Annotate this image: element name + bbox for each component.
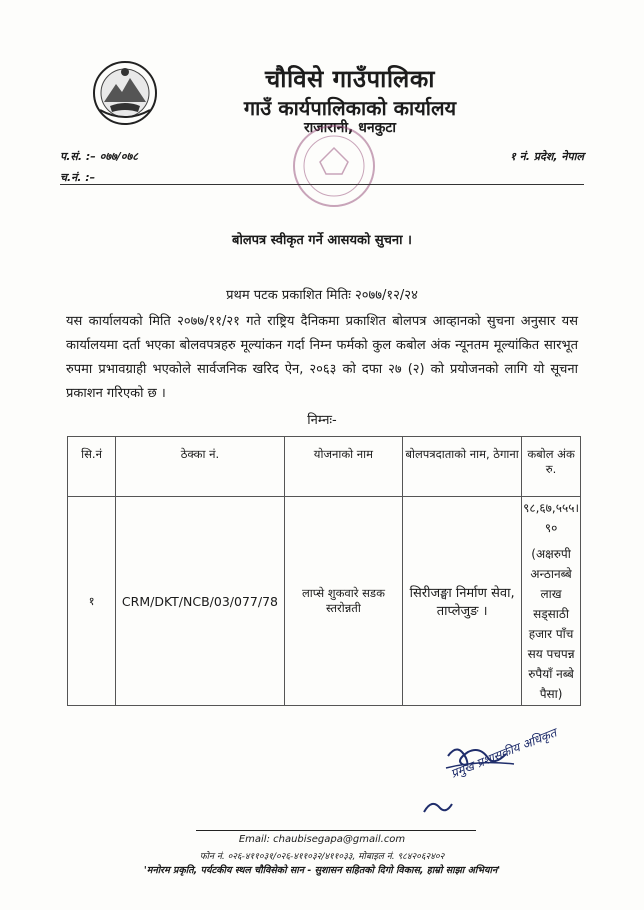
office-subtitle: गाउँ कार्यपालिकाको कार्यालय [243, 96, 457, 120]
office-location: राजारानी, धनकुटा [303, 120, 397, 136]
cell-sn: १ [68, 497, 116, 706]
footer-phone: फोन नं. ०२६-४११०३१/०२६-४११०३२/४११०३३, मोबाइल नं. ९८४२०६२४०२ [199, 852, 445, 862]
award-table [67, 436, 581, 706]
cell-bid-amount [522, 497, 581, 706]
bid-amount-words: (अक्षरुपी अन्ठानब्बे लाख सड्साठी हजार पाँच सय पचपन्न रुपैयाँ नब्बे पैसा) [527, 547, 575, 701]
below-label: निम्नः- [307, 413, 337, 428]
first-published-date: प्रथम पटक प्रकाशित मितिः २०७७/१२/२४ [226, 288, 418, 303]
reference-number: प.सं. :– ०७७/०७८ [60, 150, 138, 163]
header-divider [60, 184, 584, 185]
header-contract-no: ठेक्का नं. [116, 437, 285, 497]
header-bid-amount: कबोल अंक रु. [522, 437, 581, 497]
dispatch-number: च.नं. :– [60, 171, 96, 184]
cell-contract-no: CRM/DKT/NCB/03/077/78 [116, 497, 285, 706]
signatory-title: प्रमुख प्रशासकीय अधिकृत [448, 725, 559, 781]
cell-project-name: लाप्से शुकवारे सडक स्तरोन्नती [284, 497, 402, 706]
province-label: १ नं. प्रदेश, नेपाल [510, 150, 584, 163]
footer-slogan: 'मनोरम प्रकृति, पर्यटकीय स्थल चौविसेको सान - सुशासन सहितको दिगो विकास, हाम्रो साझा अभियान' [143, 865, 501, 876]
notice-title: बोलपत्र स्वीकृत गर्ने आसयको सुचना । [232, 233, 412, 248]
header-project-name: योजनाको नाम [284, 437, 402, 497]
notice-body: यस कार्यालयको मिति २०७७/११/२१ गते राष्ट्रिय दैनिकमा प्रकाशित बोलपत्र आव्हानको सुचना अनुसार यस कार्यालयमा दर्ता भएका बोलवपत्रहरु मूल्यांकन गर्दा निम्न फर्मको कुल कबोल अंक न्यूनतम मूल्यांकित सारभूत रुपमा प्रभावग्राही भएकोले सार्वजनिक खरिद ऐन, २०६३ को दफा २७ (२) को प्रयोजनको लागि यो सूचना प्रकाशन गरिएको छ । [66, 314, 578, 401]
header-bidder: बोलपत्रदाताको नाम, ठेगाना [403, 437, 522, 497]
footer-email: Email: chaubisegapa@gmail.com [238, 834, 406, 845]
office-stamp-icon [290, 122, 378, 210]
municipality-title: चौविसे गाउँपालिका [265, 65, 435, 93]
header-sn: सि.नं [68, 437, 116, 497]
table-row [68, 497, 581, 706]
bid-amount-figure: ९८,६७,५५५।९० [523, 501, 579, 535]
cell-contractor: सिरीजङ्घा निर्माण सेवा, ताप्लेजुङ । [403, 497, 522, 706]
footer-divider [196, 830, 476, 831]
nepal-emblem-icon [92, 60, 158, 126]
table-header-row [68, 437, 581, 497]
